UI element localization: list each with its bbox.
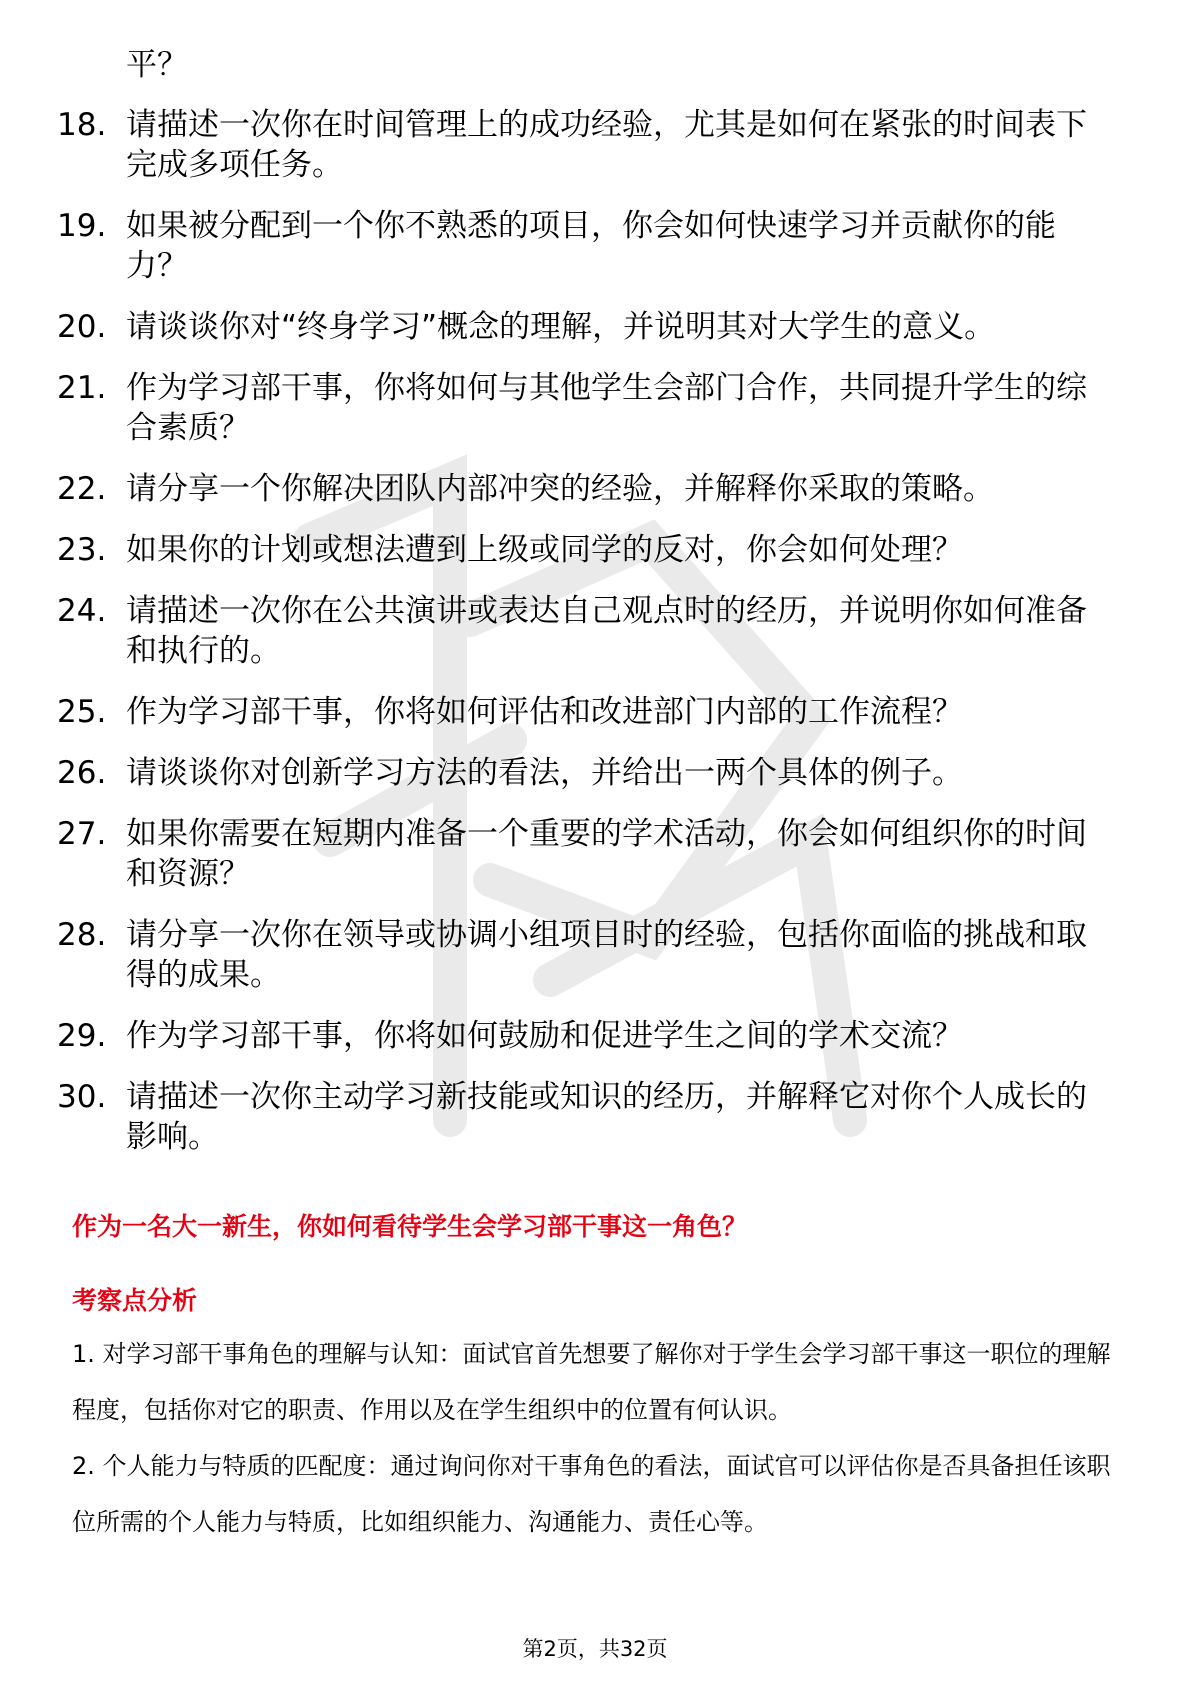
question-number: 18. — [57, 107, 107, 143]
question-number: 27. — [57, 816, 107, 852]
question-text: 如果你需要在短期内准备一个重要的学术活动，你会如何组织你的时间和资源？ — [126, 816, 1087, 892]
question-item — [0, 206, 1190, 286]
analysis-heading: 考察点分析 — [72, 1286, 198, 1315]
question-item — [0, 1077, 1190, 1157]
question-text: 请描述一次你在时间管理上的成功经验，尤其是如何在紧张的时间表下完成多项任务。 — [126, 107, 1087, 183]
question-item — [0, 753, 1190, 793]
question-number: 29. — [57, 1018, 107, 1054]
question-number: 22. — [57, 471, 107, 507]
question-number: 25. — [57, 694, 107, 730]
question-item — [0, 307, 1190, 347]
question-number: 30. — [57, 1079, 107, 1115]
question-number: 21. — [57, 370, 107, 406]
question-item — [0, 692, 1190, 732]
question-number: 26. — [57, 755, 107, 791]
question-number: 24. — [57, 593, 107, 629]
question-item — [0, 368, 1190, 448]
page-footer: 第2页，共32页 — [522, 1637, 668, 1661]
question-number: 19. — [57, 208, 107, 244]
question-text: 作为学习部干事，你将如何评估和改进部门内部的工作流程？ — [126, 694, 963, 730]
question-text: 请谈谈你对创新学习方法的看法，并给出一两个具体的例子。 — [126, 755, 963, 791]
question-text: 作为学习部干事，你将如何鼓励和促进学生之间的学术交流？ — [126, 1018, 963, 1054]
question-item — [0, 105, 1190, 185]
question-text: 请谈谈你对“终身学习”概念的理解，并说明其对大学生的意义。 — [126, 309, 996, 345]
question-item — [0, 814, 1190, 894]
question-item — [0, 1016, 1190, 1056]
question-carryover — [0, 45, 1190, 85]
question-text: 如果被分配到一个你不熟悉的项目，你会如何快速学习并贡献你的能力？ — [126, 208, 1056, 284]
question-text: 作为学习部干事，你将如何与其他学生会部门合作，共同提升学生的综合素质？ — [126, 370, 1087, 446]
question-text: 请分享一个你解决团队内部冲突的经验，并解释你采取的策略。 — [126, 471, 994, 507]
question-item — [0, 530, 1190, 570]
analysis-point: 2. 个人能力与特质的匹配度：通过询问你对干事角色的看法，面试官可以评估你是否具备担任该职位所需的个人能力与特质，比如组织能力、沟通能力、责任心等。 — [72, 1452, 1111, 1536]
question-text: 如果你的计划或想法遭到上级或同学的反对，你会如何处理？ — [126, 532, 963, 568]
question-list — [0, 105, 1190, 1178]
question-item — [0, 469, 1190, 509]
analysis-point: 1. 对学习部干事角色的理解与认知：面试官首先想要了解你对于学生会学习部干事这一职位的理解程度，包括你对它的职责、作用以及在学生组织中的位置有何认识。 — [72, 1340, 1111, 1424]
featured-question-heading: 作为一名大一新生，你如何看待学生会学习部干事这一角色？ — [72, 1212, 748, 1241]
question-text: 请描述一次你在公共演讲或表达自己观点时的经历，并说明你如何准备和执行的。 — [126, 593, 1087, 669]
question-number: 20. — [57, 309, 107, 345]
question-carryover-text: 平？ — [126, 47, 188, 83]
question-item — [0, 591, 1190, 671]
question-number: 28. — [57, 917, 107, 953]
question-number: 23. — [57, 532, 107, 568]
question-text: 请分享一次你在领导或协调小组项目时的经验，包括你面临的挑战和取得的成果。 — [126, 917, 1087, 993]
question-text: 请描述一次你主动学习新技能或知识的经历，并解释它对你个人成长的影响。 — [126, 1079, 1087, 1155]
analysis-body — [72, 1326, 1132, 1550]
question-item — [0, 915, 1190, 995]
